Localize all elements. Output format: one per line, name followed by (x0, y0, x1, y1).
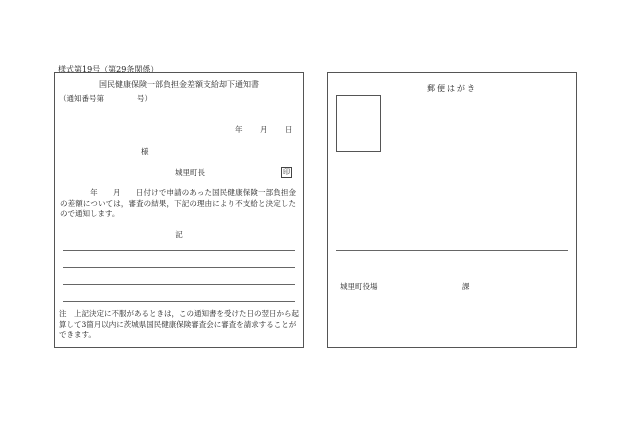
notice-number-label: （通知番号第 (59, 94, 104, 103)
reason-line (63, 301, 295, 302)
notice-body: 年 月 日付けで申請のあった国民健康保険一部負担金の差額については，審査の結果，下記の理由により不支給と決定したので通知します。 (60, 188, 296, 218)
addressee-suffix: 様 (141, 147, 149, 156)
sender-name: 城里町長 (175, 168, 205, 177)
address-divider (336, 250, 568, 251)
record-heading: 記 (175, 230, 183, 239)
reason-line (63, 267, 295, 268)
stamp-box (336, 95, 381, 152)
reason-line (63, 250, 295, 251)
seal-mark: 印 (283, 168, 290, 176)
form-number: 様式第19号（第29条関係） (58, 65, 159, 74)
postcard-header: 郵便はがき (427, 84, 477, 93)
notice-number-suffix: 号） (137, 94, 152, 103)
date-year: 年 (235, 125, 243, 134)
notice-title: 国民健康保険一部負担金差額支給却下通知書 (99, 80, 259, 89)
footnote: 注 上記決定に不服があるときは，この通知書を受けた日の翌日から起算して3箇月以内に茨城県国民健康保険審査会に審査を請求することができます。 (59, 309, 299, 339)
date-month: 月 (260, 125, 268, 134)
department-label: 課 (462, 282, 470, 291)
postcard-card (327, 72, 577, 348)
reason-line (63, 284, 295, 285)
date-day: 日 (285, 125, 293, 134)
sender-office: 城里町役場 (340, 282, 378, 291)
notice-card (54, 72, 304, 348)
